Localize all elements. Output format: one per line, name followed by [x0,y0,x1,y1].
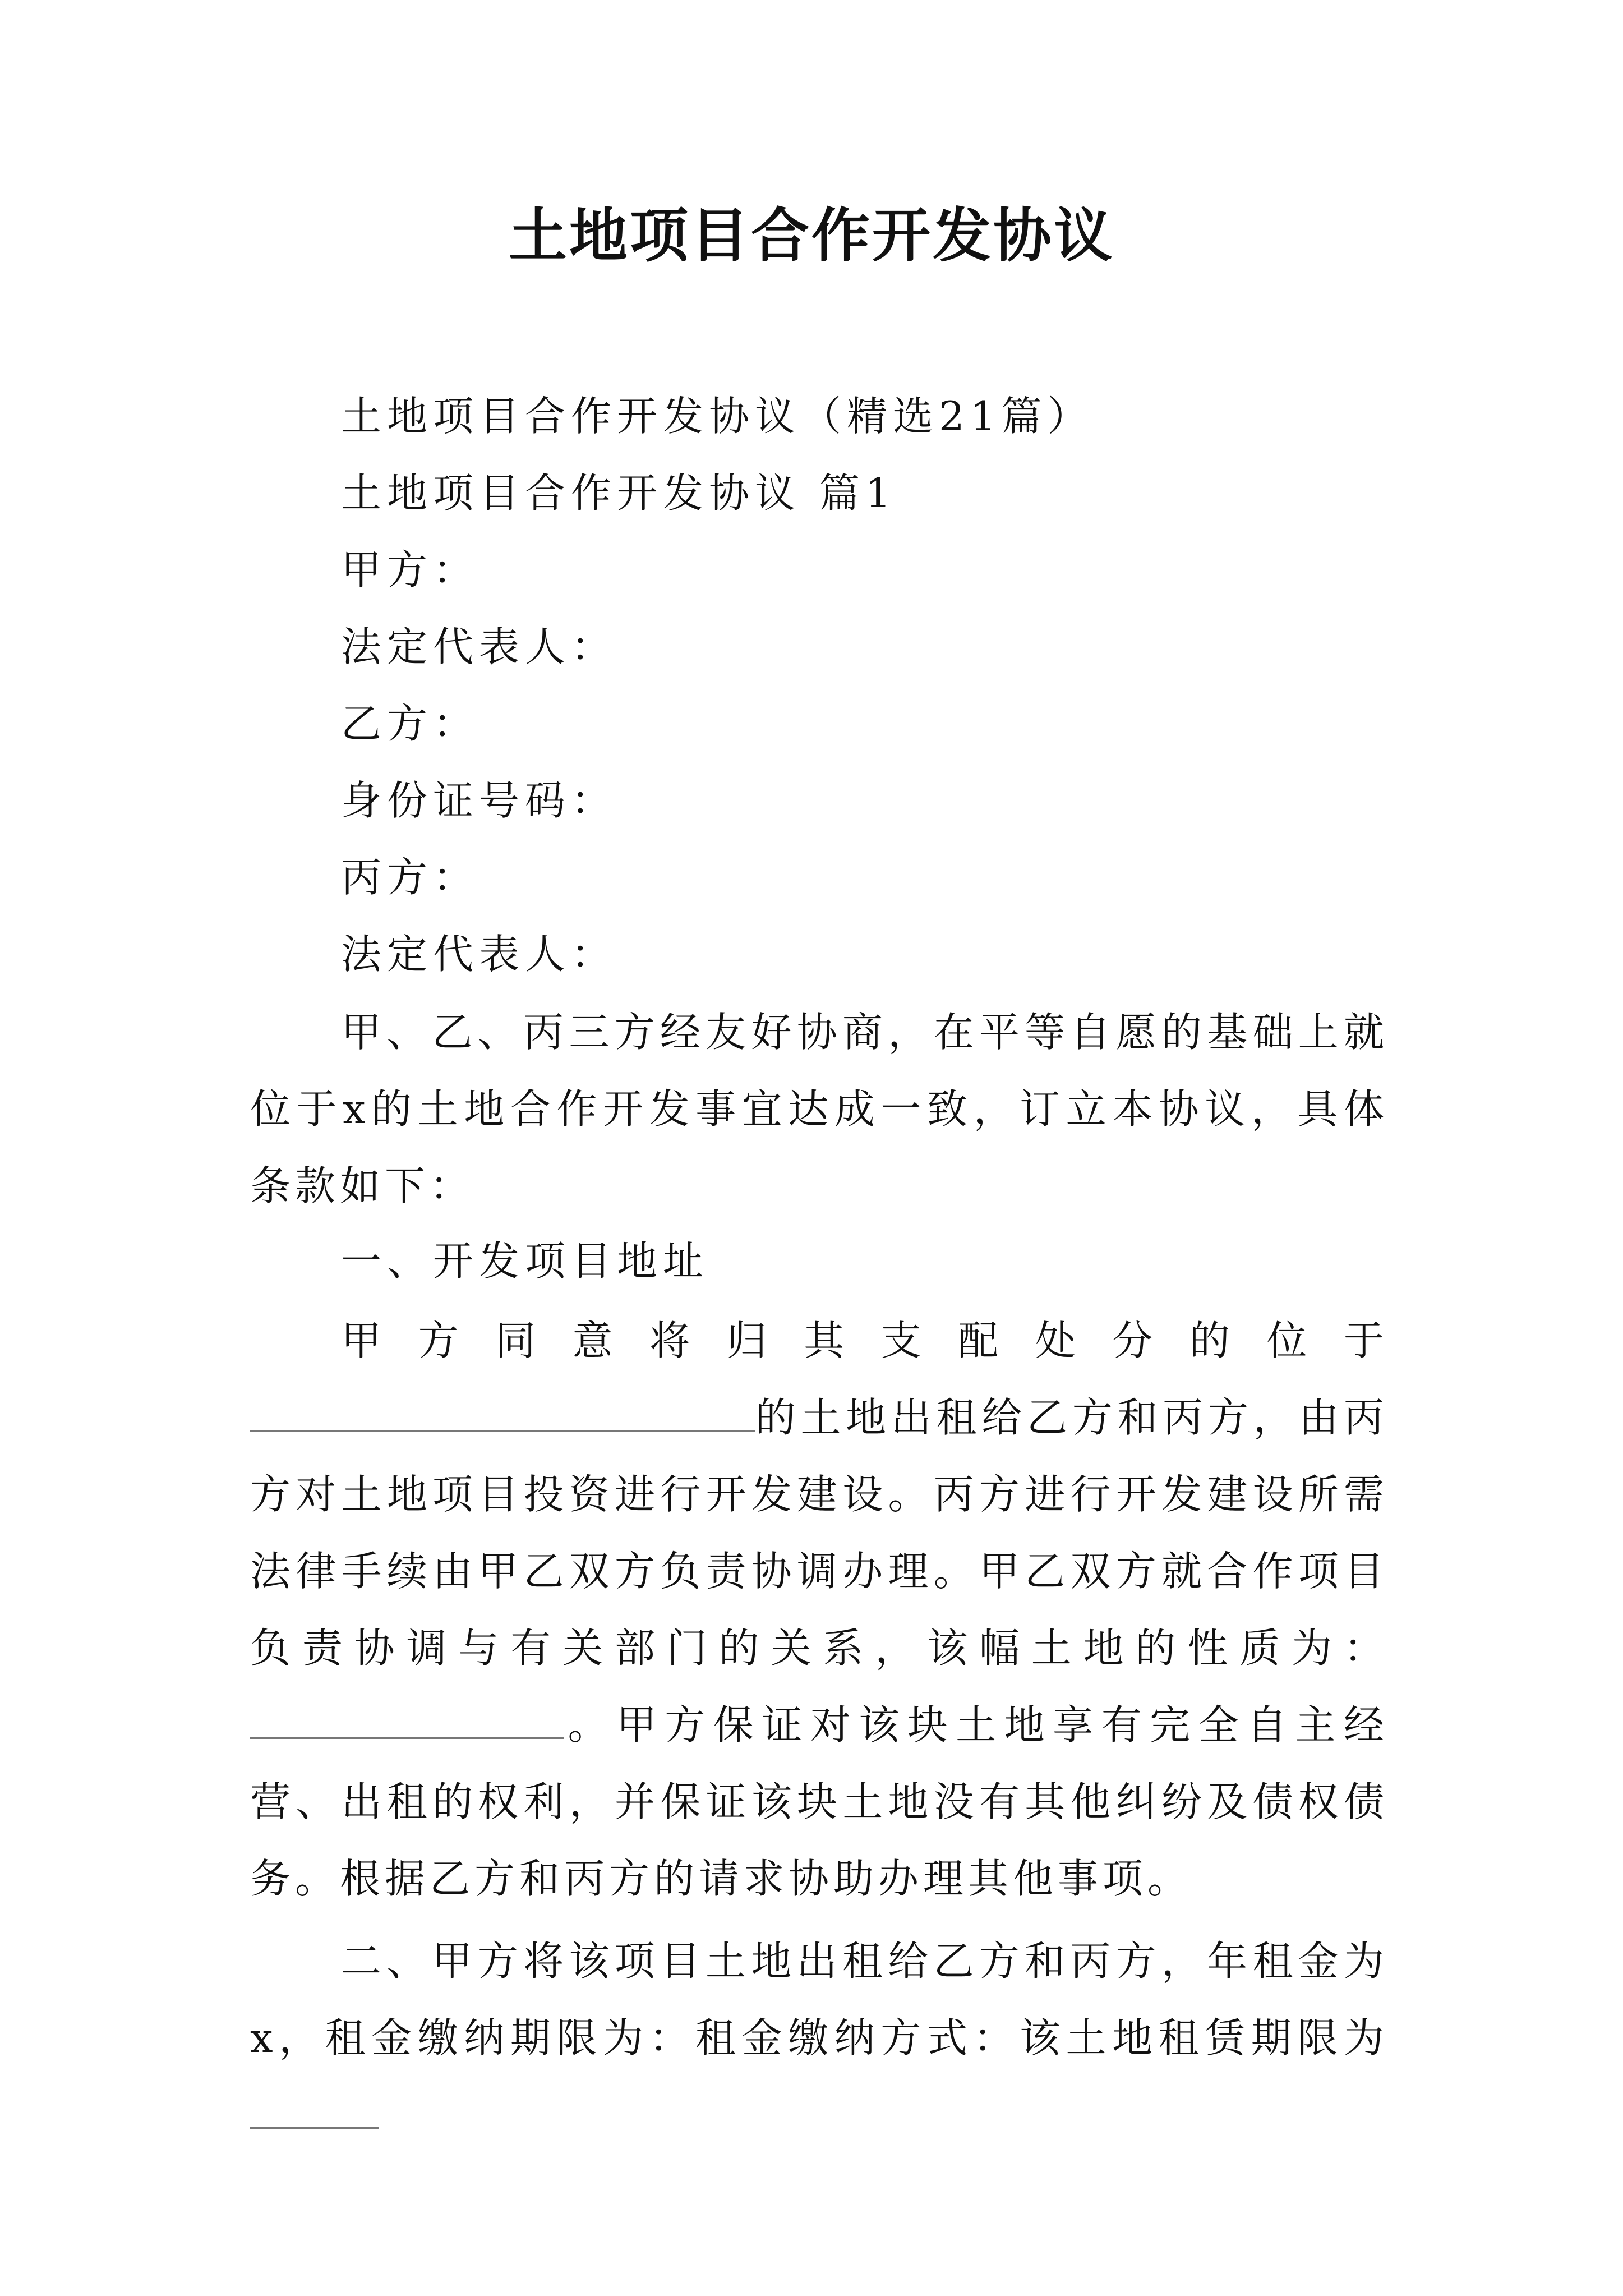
section-1-heading: 一、开发项目地址 [341,1237,709,1285]
section-1-text-part-2: 的土地出租给乙方和丙方，由丙方对土地项目投资进行开发建设。丙方进行开发建设所需法律手续由甲乙双方负责协调办理。甲乙双方就合作项目负责协调与有关部门的关系，该幅土地的性质为： [250,1394,1389,1672]
document-title: 土地项目合作开发协议 [508,201,1114,270]
section-1-text-part-1: 甲方同意将归其支配处分的位于 [341,1317,1389,1364]
section-1-text-part-3: 。甲方保证对该块土地享有完全自主经营、出租的权利，并保证该块土地没有其他纠纷及债权债务。根据乙方和丙方的请求协助办理其他事项。 [250,1701,1389,1902]
party-c-representative-label: 法定代表人： [341,931,617,978]
party-a-representative-label: 法定代表人： [341,623,617,670]
address-blank-line [250,1391,755,1432]
section-2-paragraph [250,1923,1389,2154]
chapter-heading: 土地项目合作开发协议 篇1 [341,470,897,517]
section-1-paragraph [250,1303,1389,1917]
party-c-label: 丙方： [341,854,479,901]
intro-paragraph: 甲、乙、丙三方经友好协商，在平等自愿的基础上就位于x的土地合作开发事宜达成一致，订立本协议，具体条款如下： [250,1009,1389,1209]
document-subtitle: 土地项目合作开发协议（精选21篇） [341,393,1094,440]
party-b-label: 乙方： [341,700,479,747]
party-a-label: 甲方： [341,546,479,593]
lease-term-blank-line [250,2088,379,2129]
party-b-id-label: 身份证号码： [341,777,617,824]
land-nature-blank-line [250,1698,564,1739]
section-2-text: 二、甲方将该项目土地出租给乙方和丙方，年租金为x，租金缴纳期限为：租金缴纳方式：该土地租赁期限为 [250,1938,1389,2062]
